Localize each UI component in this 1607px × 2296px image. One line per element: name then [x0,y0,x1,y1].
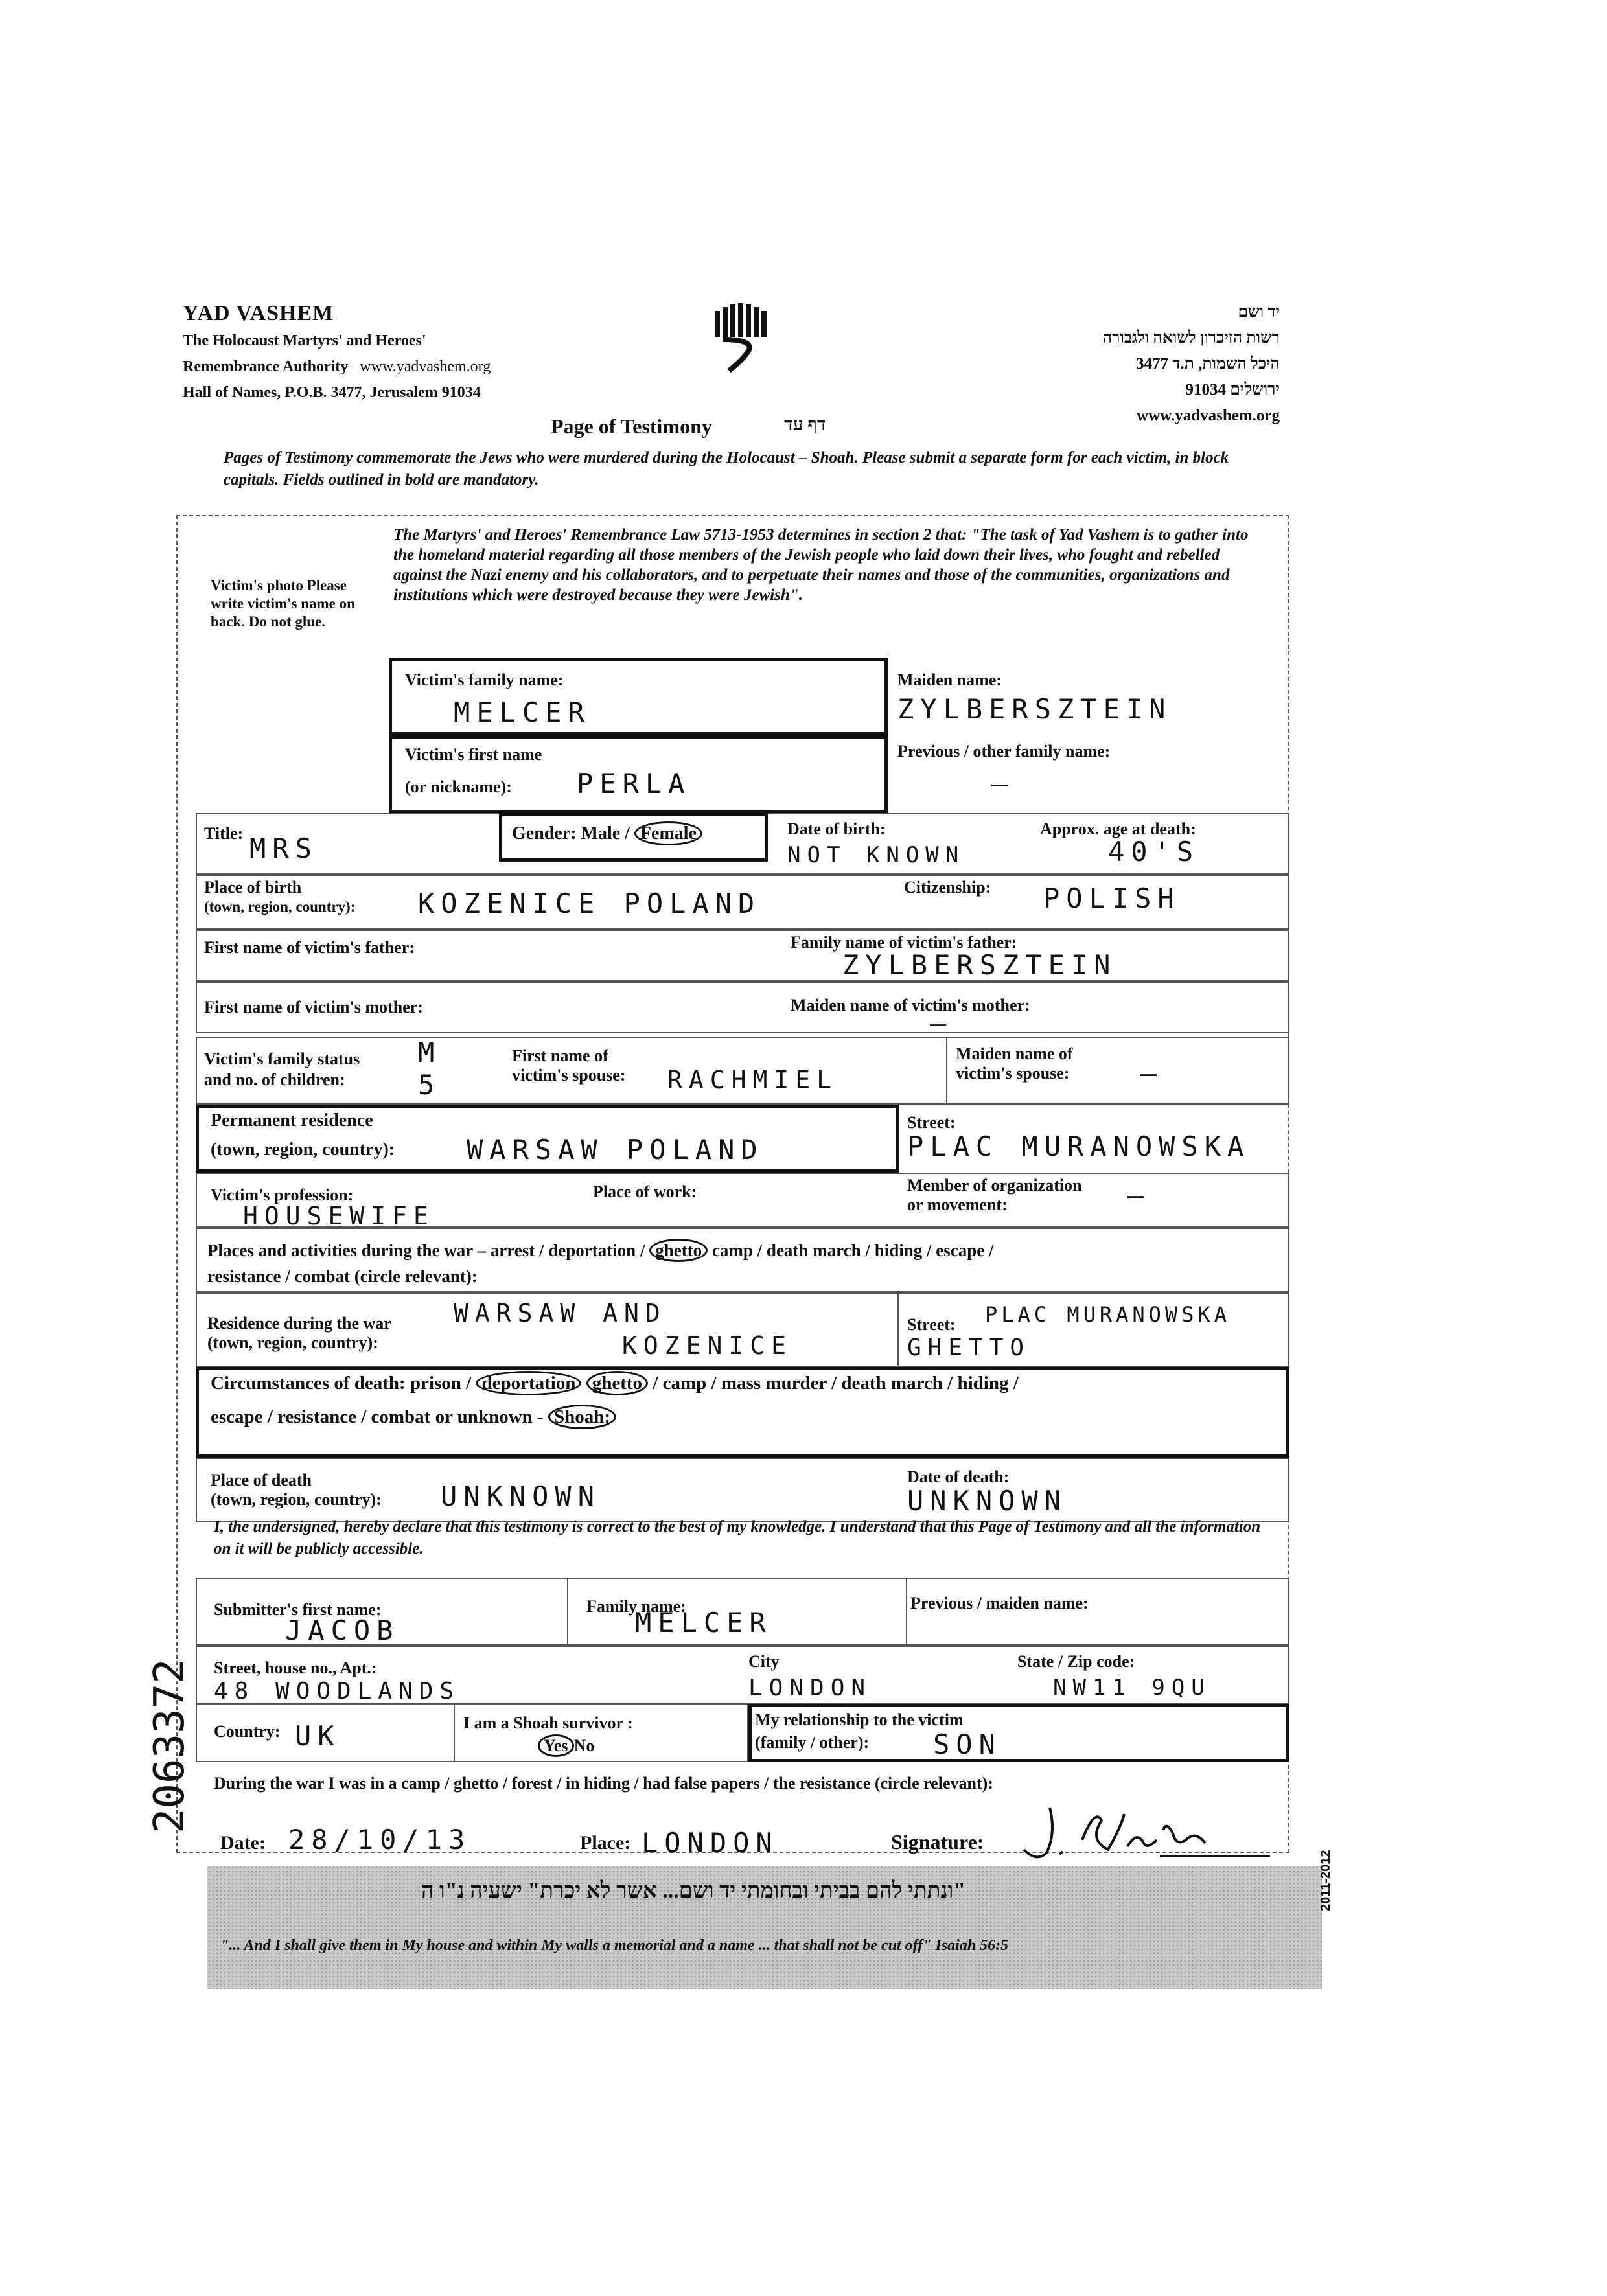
title-label: Title: [204,824,244,843]
spouse-first-label2: victim's spouse: [512,1066,626,1085]
dob-value[interactable]: NOT KNOWN [787,842,965,868]
res-war-value-2[interactable]: KOZENICE [622,1331,793,1360]
date-label: Date: [220,1832,266,1854]
res-war-sub-label: (town, region, country): [207,1333,378,1352]
father-first-label: First name of victim's father: [204,938,415,957]
signature-scribble[interactable] [1011,1795,1277,1866]
sub-first-value[interactable]: JACOB [285,1614,400,1646]
pod-sub-label: (town, region, country): [211,1490,382,1509]
age-value[interactable]: 40'S [1108,836,1200,867]
yad-vashem-logo-icon [710,299,768,377]
header-left [183,299,688,406]
previous-name-label: Previous / other family name: [897,742,1111,761]
first-name-label: Victim's first name [405,745,542,764]
nickname-label: (or nickname): [405,777,512,796]
children-value[interactable]: 5 [418,1069,441,1101]
mother-maiden-label: Maiden name of victim's mother: [791,996,1030,1015]
handwritten-id: 2063372 [146,1659,194,1833]
dod-value[interactable]: UNKNOWN [907,1485,1068,1517]
relationship-sub-label: (family / other): [755,1733,870,1752]
maiden-name-label: Maiden name: [897,671,1002,689]
spouse-first-label: First name of [512,1046,608,1065]
ghetto-death-selected[interactable]: ghetto [586,1371,648,1395]
previous-name-value[interactable]: — [991,768,1015,799]
spouse-first-value[interactable]: RACHMIEL [667,1066,838,1094]
page-title-hebrew: דף עד [784,415,826,435]
title-value[interactable]: MRS [249,832,318,864]
mother-first-label: First name of victim's mother: [204,998,423,1016]
sub-street-value[interactable]: 48 WOODLANDS [214,1678,461,1705]
page-title: Page of Testimony [551,415,712,438]
he-line4: ירושלים 91034 [1185,381,1280,398]
footer-english-quote: "... And I shall give them in My house and within My walls a memorial and a name ... that shall not be cut off" Isaiah 56:5 [220,1937,1009,1954]
gender-female-selected[interactable]: Female [634,821,702,845]
during-war-label: During the war I was in a camp / ghetto / forest / in hiding / had false papers / the resistance (circle relevant): [214,1774,993,1793]
circumstances-label2: escape / resistance / combat or unknown - Shoah: [211,1407,616,1427]
org-member-value[interactable]: — [1127,1179,1151,1211]
intro-text: Pages of Testimony commemorate the Jews who were murdered during the Holocaust – Shoah. Please submit a separate form for each victim, in block capitals. Fields outlined in bold are mandatory. [224,449,1229,488]
profession-value[interactable]: HOUSEWIFE [243,1202,435,1230]
relationship-value[interactable]: SON [933,1728,1002,1760]
sub-street-label: Street, house no., Apt.: [214,1659,377,1677]
street2-value-2[interactable]: GHETTO [907,1335,1031,1361]
family-status-label: Victim's family status [204,1050,360,1068]
residence-sub-label: (town, region, country): [211,1140,395,1160]
spouse-maiden-value[interactable]: — [1140,1057,1164,1089]
org-member-label: Member of organization [907,1176,1082,1195]
pob-label: Place of birth [204,878,302,897]
org-line1: The Holocaust Martyrs' and Heroes' [183,332,426,349]
signature-label: Signature: [891,1830,984,1854]
street-label: Street: [907,1113,956,1132]
citizenship-value[interactable]: POLISH [1043,882,1181,914]
work-label: Place of work: [593,1182,697,1201]
family-name-label: Victim's family name: [405,671,564,689]
street-value[interactable]: PLAC MURANOWSKA [907,1131,1251,1162]
survivor-cell [454,1704,748,1762]
footer-hebrew-quote: "ונתתי להם בביתי ובחומתי יד ושם... אשר לא יכרת" ישעיה נ"ו ה [421,1879,966,1903]
street2-label: Street: [907,1315,956,1334]
sub-family-value[interactable]: MELCER [635,1607,772,1638]
citizenship-label: Citizenship: [904,878,991,897]
dod-label: Date of death: [907,1467,1010,1486]
he-line2: רשות הזיכרון לשואה ולגבורה [1102,329,1280,347]
sub-zip-label: State / Zip code: [1017,1652,1135,1671]
dob-label: Date of birth: [787,820,886,838]
spouse-maiden-label2: victim's spouse: [956,1064,1070,1083]
first-name-value[interactable]: PERLA [577,768,691,799]
father-family-value[interactable]: ZYLBERSZTEIN [842,949,1117,981]
age-label: Approx. age at death: [1040,820,1196,838]
org-line2: Remembrance Authority www.yadvashem.org [183,358,491,375]
org-url: www.yadvashem.org [360,358,491,375]
org-member-label2: or movement: [907,1195,1008,1214]
org-address: Hall of Names, P.O.B. 3477, Jerusalem 91034 [183,384,481,401]
he-line3: היכל השמות, ת.ד 3477 [1136,355,1280,373]
res-war-label: Residence during the war [207,1314,391,1333]
mother-maiden-value[interactable]: — [930,1007,953,1039]
street2-value-1[interactable]: PLAC MURANOWSKA [985,1302,1231,1327]
residence-value[interactable]: WARSAW POLAND [467,1134,764,1165]
pob-value[interactable]: KOZENICE POLAND [418,888,761,919]
res-war-value-1[interactable]: WARSAW AND [454,1299,667,1327]
ghetto-selected[interactable]: ghetto [649,1239,708,1262]
sub-zip-value[interactable]: NW11 9QU [1053,1675,1211,1701]
form-version-year: 2011-2012 [1319,1850,1333,1911]
residence-label: Permanent residence [211,1110,373,1131]
circumstances-label: Circumstances of death: prison / deportation ghetto / camp / mass murder / death march / hiding / [211,1373,1019,1393]
relationship-label: My relationship to the victim [755,1710,964,1729]
he-line1: יד ושם [1238,303,1280,321]
profession-label: Victim's profession: [211,1186,354,1204]
sub-family-label: Family name: [586,1597,686,1616]
place-label: Place: [580,1832,631,1854]
survivor-label: I am a Shoah survivor : [463,1714,633,1732]
he-url: www.yadvashem.org [1137,407,1280,424]
declaration-text: I, the undersigned, hereby declare that this testimony is correct to the best of my knowledge. I understand that this Page of Testimony and all the information on it will be publicly accessible. [214,1518,1261,1557]
header-right [917,299,1280,429]
children-label: and no. of children: [204,1070,345,1089]
shoah-selected[interactable]: Shoah: [548,1405,616,1429]
survivor-options [538,1736,594,1756]
father-family-label: Family name of victim's father: [791,933,1017,952]
pob-sub-label: (town, region, country): [204,899,356,915]
pod-label: Place of death [211,1471,312,1489]
places-label2: resistance / combat (circle relevant): [207,1267,478,1286]
deportation-selected[interactable]: deportation [476,1371,581,1395]
sub-city-label: City [748,1652,780,1671]
law-text: The Martyrs' and Heroes' Remembrance Law 5713-1953 determines in section 2 that: "The task of Yad Vashem is to gather into the homeland material regarding all those members of the Jewish people who laid down their lives, who fought and rebelled against the Nazi enemy and his collaborators, and to perpetuate their names and those of the communities, organizations and institutions which were destroyed because they were Jewish". [393,526,1249,604]
survivor-no[interactable]: No [573,1736,595,1755]
spouse-maiden-label: Maiden name of [956,1044,1073,1063]
maiden-name-value[interactable]: ZYLBERSZTEIN [897,693,1172,725]
survivor-yes-selected[interactable]: Yes [538,1734,574,1757]
sub-first-label: Submitter's first name: [214,1600,382,1619]
places-label: Places and activities during the war – arrest / deportation / ghetto camp / death march / hiding / escape / [207,1241,993,1260]
gender-label: Gender: Male / Female [512,824,702,844]
footer-quote-band [207,1866,1322,1989]
pod-value[interactable]: UNKNOWN [441,1480,601,1512]
country-value[interactable]: UK [295,1720,341,1752]
place-value[interactable]: LONDON [642,1827,779,1859]
family-name-value[interactable]: MELCER [454,696,591,728]
sub-city-value[interactable]: LONDON [748,1675,872,1701]
sub-prev-label: Previous / maiden name: [910,1594,1089,1613]
photo-note: Victim's photo Please write victim's name on back. Do not glue. [211,577,355,630]
family-status-value[interactable]: M [418,1037,441,1068]
country-label: Country: [214,1722,281,1741]
org-name: YAD VASHEM [183,301,334,325]
date-value[interactable]: 28/10/13 [288,1824,472,1855]
